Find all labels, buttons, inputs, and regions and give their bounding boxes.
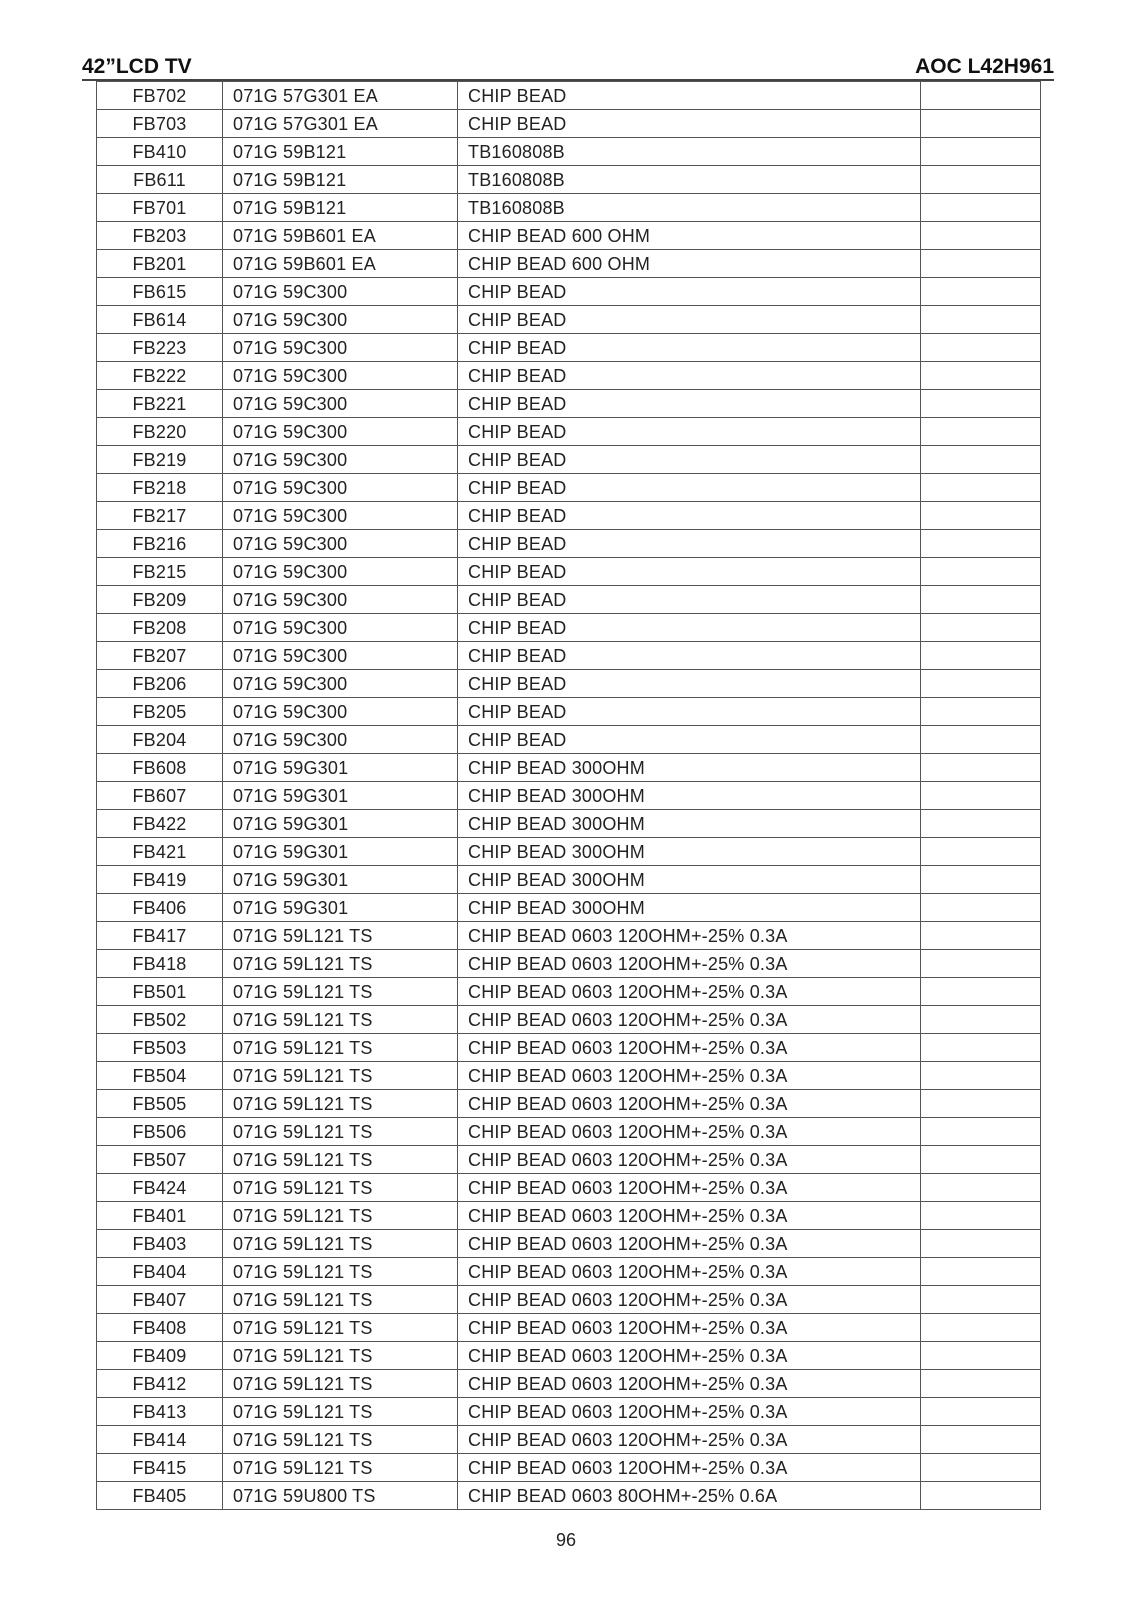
table-row (97, 922, 1041, 950)
model-number: AOC L42H961 (915, 55, 1054, 78)
part-number-cell: 071G 59B601 EA (223, 222, 458, 250)
ref-cell: FB207 (97, 642, 223, 670)
part-number-cell: 071G 59L121 TS (223, 922, 458, 950)
table-row (97, 530, 1041, 558)
ref-cell: FB206 (97, 670, 223, 698)
notes-cell (921, 614, 1041, 642)
description-cell: CHIP BEAD 0603 80OHM+-25% 0.6A (458, 1482, 921, 1510)
table-row (97, 1286, 1041, 1314)
ref-cell: FB203 (97, 222, 223, 250)
notes-cell (921, 1286, 1041, 1314)
part-number-cell: 071G 59B121 (223, 194, 458, 222)
part-number-cell: 071G 59C300 (223, 278, 458, 306)
part-number-cell: 071G 59L121 TS (223, 1118, 458, 1146)
ref-cell: FB208 (97, 614, 223, 642)
part-number-cell: 071G 59C300 (223, 614, 458, 642)
description-cell: CHIP BEAD 0603 120OHM+-25% 0.3A (458, 1118, 921, 1146)
description-cell: CHIP BEAD 300OHM (458, 810, 921, 838)
part-number-cell: 071G 59C300 (223, 558, 458, 586)
ref-cell: FB204 (97, 726, 223, 754)
part-number-cell: 071G 57G301 EA (223, 82, 458, 110)
description-cell: CHIP BEAD (458, 278, 921, 306)
description-cell: CHIP BEAD (458, 334, 921, 362)
description-cell: CHIP BEAD 0603 120OHM+-25% 0.3A (458, 1174, 921, 1202)
description-cell: CHIP BEAD 0603 120OHM+-25% 0.3A (458, 1398, 921, 1426)
ref-cell: FB221 (97, 390, 223, 418)
part-number-cell: 071G 59C300 (223, 334, 458, 362)
notes-cell (921, 1174, 1041, 1202)
ref-cell: FB217 (97, 502, 223, 530)
description-cell: CHIP BEAD (458, 446, 921, 474)
ref-cell: FB222 (97, 362, 223, 390)
part-number-cell: 071G 59C300 (223, 390, 458, 418)
part-number-cell: 071G 59L121 TS (223, 1370, 458, 1398)
table-row (97, 1174, 1041, 1202)
description-cell: CHIP BEAD (458, 614, 921, 642)
part-number-cell: 071G 59C300 (223, 446, 458, 474)
notes-cell (921, 1202, 1041, 1230)
ref-cell: FB417 (97, 922, 223, 950)
table-row (97, 558, 1041, 586)
description-cell: CHIP BEAD (458, 418, 921, 446)
description-cell: CHIP BEAD (458, 530, 921, 558)
part-number-cell: 071G 59G301 (223, 866, 458, 894)
part-number-cell: 071G 59C300 (223, 418, 458, 446)
notes-cell (921, 334, 1041, 362)
part-number-cell: 071G 59L121 TS (223, 1286, 458, 1314)
notes-cell (921, 446, 1041, 474)
table-row (97, 1454, 1041, 1482)
ref-cell: FB218 (97, 474, 223, 502)
ref-cell: FB409 (97, 1342, 223, 1370)
notes-cell (921, 1062, 1041, 1090)
part-number-cell: 071G 59G301 (223, 782, 458, 810)
table-row (97, 82, 1041, 110)
ref-cell: FB414 (97, 1426, 223, 1454)
part-number-cell: 071G 59L121 TS (223, 1314, 458, 1342)
notes-cell (921, 586, 1041, 614)
description-cell: CHIP BEAD 0603 120OHM+-25% 0.3A (458, 1202, 921, 1230)
part-number-cell: 071G 59G301 (223, 810, 458, 838)
ref-cell: FB415 (97, 1454, 223, 1482)
description-cell: TB160808B (458, 166, 921, 194)
part-number-cell: 071G 59L121 TS (223, 1426, 458, 1454)
notes-cell (921, 922, 1041, 950)
page-header (82, 54, 1054, 81)
description-cell: CHIP BEAD (458, 306, 921, 334)
description-cell: CHIP BEAD 600 OHM (458, 222, 921, 250)
table-row (97, 670, 1041, 698)
table-row (97, 866, 1041, 894)
ref-cell: FB406 (97, 894, 223, 922)
notes-cell (921, 866, 1041, 894)
ref-cell: FB410 (97, 138, 223, 166)
ref-cell: FB215 (97, 558, 223, 586)
description-cell: CHIP BEAD 300OHM (458, 782, 921, 810)
description-cell: CHIP BEAD 0603 120OHM+-25% 0.3A (458, 1006, 921, 1034)
description-cell: CHIP BEAD 0603 120OHM+-25% 0.3A (458, 1146, 921, 1174)
table-row (97, 446, 1041, 474)
ref-cell: FB504 (97, 1062, 223, 1090)
table-row (97, 810, 1041, 838)
parts-list-body (97, 82, 1041, 1510)
notes-cell (921, 950, 1041, 978)
description-cell: TB160808B (458, 194, 921, 222)
notes-cell (921, 1398, 1041, 1426)
notes-cell (921, 362, 1041, 390)
ref-cell: FB502 (97, 1006, 223, 1034)
notes-cell (921, 194, 1041, 222)
table-row (97, 1118, 1041, 1146)
ref-cell: FB701 (97, 194, 223, 222)
part-number-cell: 071G 59L121 TS (223, 1062, 458, 1090)
notes-cell (921, 726, 1041, 754)
notes-cell (921, 810, 1041, 838)
ref-cell: FB422 (97, 810, 223, 838)
table-row (97, 1314, 1041, 1342)
description-cell: CHIP BEAD (458, 82, 921, 110)
description-cell: CHIP BEAD 0603 120OHM+-25% 0.3A (458, 1090, 921, 1118)
part-number-cell: 071G 59L121 TS (223, 1202, 458, 1230)
notes-cell (921, 1146, 1041, 1174)
description-cell: CHIP BEAD 0603 120OHM+-25% 0.3A (458, 1230, 921, 1258)
notes-cell (921, 1230, 1041, 1258)
notes-cell (921, 894, 1041, 922)
ref-cell: FB408 (97, 1314, 223, 1342)
part-number-cell: 071G 59L121 TS (223, 1398, 458, 1426)
notes-cell (921, 1090, 1041, 1118)
table-row (97, 1146, 1041, 1174)
notes-cell (921, 306, 1041, 334)
part-number-cell: 071G 59C300 (223, 502, 458, 530)
notes-cell (921, 222, 1041, 250)
part-number-cell: 071G 59C300 (223, 698, 458, 726)
part-number-cell: 071G 59C300 (223, 306, 458, 334)
table-row (97, 194, 1041, 222)
ref-cell: FB405 (97, 1482, 223, 1510)
ref-cell: FB421 (97, 838, 223, 866)
notes-cell (921, 1118, 1041, 1146)
part-number-cell: 071G 59L121 TS (223, 1454, 458, 1482)
table-row (97, 502, 1041, 530)
description-cell: CHIP BEAD 0603 120OHM+-25% 0.3A (458, 922, 921, 950)
description-cell: CHIP BEAD 0603 120OHM+-25% 0.3A (458, 1258, 921, 1286)
description-cell: CHIP BEAD (458, 558, 921, 586)
table-row (97, 1426, 1041, 1454)
description-cell: CHIP BEAD 300OHM (458, 838, 921, 866)
notes-cell (921, 558, 1041, 586)
ref-cell: FB401 (97, 1202, 223, 1230)
table-row (97, 1202, 1041, 1230)
description-cell: CHIP BEAD 0603 120OHM+-25% 0.3A (458, 1454, 921, 1482)
table-row (97, 586, 1041, 614)
table-row (97, 1230, 1041, 1258)
part-number-cell: 071G 59L121 TS (223, 1342, 458, 1370)
ref-cell: FB611 (97, 166, 223, 194)
table-row (97, 726, 1041, 754)
part-number-cell: 071G 59C300 (223, 726, 458, 754)
part-number-cell: 071G 59C300 (223, 474, 458, 502)
ref-cell: FB205 (97, 698, 223, 726)
ref-cell: FB614 (97, 306, 223, 334)
description-cell: CHIP BEAD 0603 120OHM+-25% 0.3A (458, 1034, 921, 1062)
part-number-cell: 071G 59U800 TS (223, 1482, 458, 1510)
table-row (97, 978, 1041, 1006)
table-row (97, 110, 1041, 138)
table-row (97, 894, 1041, 922)
ref-cell: FB418 (97, 950, 223, 978)
notes-cell (921, 1006, 1041, 1034)
table-row (97, 1482, 1041, 1510)
table-row (97, 782, 1041, 810)
notes-cell (921, 754, 1041, 782)
description-cell: CHIP BEAD 0603 120OHM+-25% 0.3A (458, 1314, 921, 1342)
ref-cell: FB501 (97, 978, 223, 1006)
table-row (97, 250, 1041, 278)
table-row (97, 1034, 1041, 1062)
table-row (97, 334, 1041, 362)
notes-cell (921, 1258, 1041, 1286)
notes-cell (921, 698, 1041, 726)
notes-cell (921, 1314, 1041, 1342)
ref-cell: FB412 (97, 1370, 223, 1398)
description-cell: CHIP BEAD 600 OHM (458, 250, 921, 278)
notes-cell (921, 1034, 1041, 1062)
table-row (97, 1342, 1041, 1370)
description-cell: CHIP BEAD (458, 586, 921, 614)
notes-cell (921, 1426, 1041, 1454)
notes-cell (921, 838, 1041, 866)
table-row (97, 698, 1041, 726)
notes-cell (921, 278, 1041, 306)
ref-cell: FB201 (97, 250, 223, 278)
notes-cell (921, 418, 1041, 446)
table-row (97, 138, 1041, 166)
notes-cell (921, 1370, 1041, 1398)
table-row (97, 390, 1041, 418)
table-row (97, 362, 1041, 390)
table-row (97, 474, 1041, 502)
description-cell: CHIP BEAD 0603 120OHM+-25% 0.3A (458, 978, 921, 1006)
description-cell: CHIP BEAD (458, 474, 921, 502)
ref-cell: FB424 (97, 1174, 223, 1202)
notes-cell (921, 474, 1041, 502)
ref-cell: FB220 (97, 418, 223, 446)
parts-list-table (96, 81, 1041, 1510)
table-row (97, 838, 1041, 866)
ref-cell: FB607 (97, 782, 223, 810)
notes-cell (921, 1482, 1041, 1510)
part-number-cell: 071G 59C300 (223, 362, 458, 390)
description-cell: CHIP BEAD (458, 670, 921, 698)
part-number-cell: 071G 59L121 TS (223, 1034, 458, 1062)
table-row (97, 222, 1041, 250)
notes-cell (921, 502, 1041, 530)
ref-cell: FB219 (97, 446, 223, 474)
part-number-cell: 071G 59C300 (223, 586, 458, 614)
part-number-cell: 071G 59B121 (223, 138, 458, 166)
part-number-cell: 071G 59C300 (223, 530, 458, 558)
notes-cell (921, 82, 1041, 110)
description-cell: CHIP BEAD 0603 120OHM+-25% 0.3A (458, 1370, 921, 1398)
table-row (97, 614, 1041, 642)
notes-cell (921, 530, 1041, 558)
table-row (97, 1062, 1041, 1090)
ref-cell: FB407 (97, 1286, 223, 1314)
part-number-cell: 071G 59B601 EA (223, 250, 458, 278)
description-cell: CHIP BEAD (458, 390, 921, 418)
table-row (97, 1398, 1041, 1426)
notes-cell (921, 138, 1041, 166)
notes-cell (921, 390, 1041, 418)
description-cell: CHIP BEAD 0603 120OHM+-25% 0.3A (458, 1342, 921, 1370)
ref-cell: FB209 (97, 586, 223, 614)
notes-cell (921, 250, 1041, 278)
table-row (97, 1090, 1041, 1118)
description-cell: CHIP BEAD (458, 362, 921, 390)
document-title: 42”LCD TV (82, 55, 192, 78)
table-row (97, 754, 1041, 782)
ref-cell: FB503 (97, 1034, 223, 1062)
table-row (97, 166, 1041, 194)
ref-cell: FB506 (97, 1118, 223, 1146)
notes-cell (921, 782, 1041, 810)
ref-cell: FB703 (97, 110, 223, 138)
notes-cell (921, 978, 1041, 1006)
part-number-cell: 071G 59L121 TS (223, 1006, 458, 1034)
ref-cell: FB403 (97, 1230, 223, 1258)
description-cell: CHIP BEAD (458, 642, 921, 670)
notes-cell (921, 166, 1041, 194)
description-cell: CHIP BEAD (458, 502, 921, 530)
part-number-cell: 071G 59L121 TS (223, 1146, 458, 1174)
description-cell: CHIP BEAD 0603 120OHM+-25% 0.3A (458, 1286, 921, 1314)
description-cell: CHIP BEAD 300OHM (458, 894, 921, 922)
notes-cell (921, 642, 1041, 670)
table-row (97, 1006, 1041, 1034)
ref-cell: FB507 (97, 1146, 223, 1174)
description-cell: CHIP BEAD 0603 120OHM+-25% 0.3A (458, 1426, 921, 1454)
ref-cell: FB216 (97, 530, 223, 558)
description-cell: CHIP BEAD 300OHM (458, 866, 921, 894)
table-row (97, 306, 1041, 334)
table-row (97, 278, 1041, 306)
table-row (97, 950, 1041, 978)
description-cell: CHIP BEAD 0603 120OHM+-25% 0.3A (458, 950, 921, 978)
ref-cell: FB702 (97, 82, 223, 110)
part-number-cell: 071G 59L121 TS (223, 1090, 458, 1118)
part-number-cell: 071G 59B121 (223, 166, 458, 194)
description-cell: CHIP BEAD (458, 726, 921, 754)
part-number-cell: 071G 59L121 TS (223, 950, 458, 978)
part-number-cell: 071G 59G301 (223, 838, 458, 866)
page-number: 96 (555, 1530, 577, 1550)
part-number-cell: 071G 59C300 (223, 670, 458, 698)
ref-cell: FB608 (97, 754, 223, 782)
table-row (97, 1370, 1041, 1398)
table-row (97, 1258, 1041, 1286)
ref-cell: FB419 (97, 866, 223, 894)
description-cell: CHIP BEAD (458, 698, 921, 726)
ref-cell: FB223 (97, 334, 223, 362)
part-number-cell: 071G 59G301 (223, 894, 458, 922)
description-cell: CHIP BEAD 0603 120OHM+-25% 0.3A (458, 1062, 921, 1090)
description-cell: TB160808B (458, 138, 921, 166)
part-number-cell: 071G 57G301 EA (223, 110, 458, 138)
part-number-cell: 071G 59L121 TS (223, 978, 458, 1006)
part-number-cell: 071G 59L121 TS (223, 1174, 458, 1202)
description-cell: CHIP BEAD 300OHM (458, 754, 921, 782)
ref-cell: FB404 (97, 1258, 223, 1286)
ref-cell: FB505 (97, 1090, 223, 1118)
description-cell: CHIP BEAD (458, 110, 921, 138)
part-number-cell: 071G 59L121 TS (223, 1230, 458, 1258)
part-number-cell: 071G 59G301 (223, 754, 458, 782)
part-number-cell: 071G 59L121 TS (223, 1258, 458, 1286)
notes-cell (921, 110, 1041, 138)
notes-cell (921, 670, 1041, 698)
part-number-cell: 071G 59C300 (223, 642, 458, 670)
notes-cell (921, 1342, 1041, 1370)
table-row (97, 642, 1041, 670)
ref-cell: FB413 (97, 1398, 223, 1426)
ref-cell: FB615 (97, 278, 223, 306)
notes-cell (921, 1454, 1041, 1482)
table-row (97, 418, 1041, 446)
